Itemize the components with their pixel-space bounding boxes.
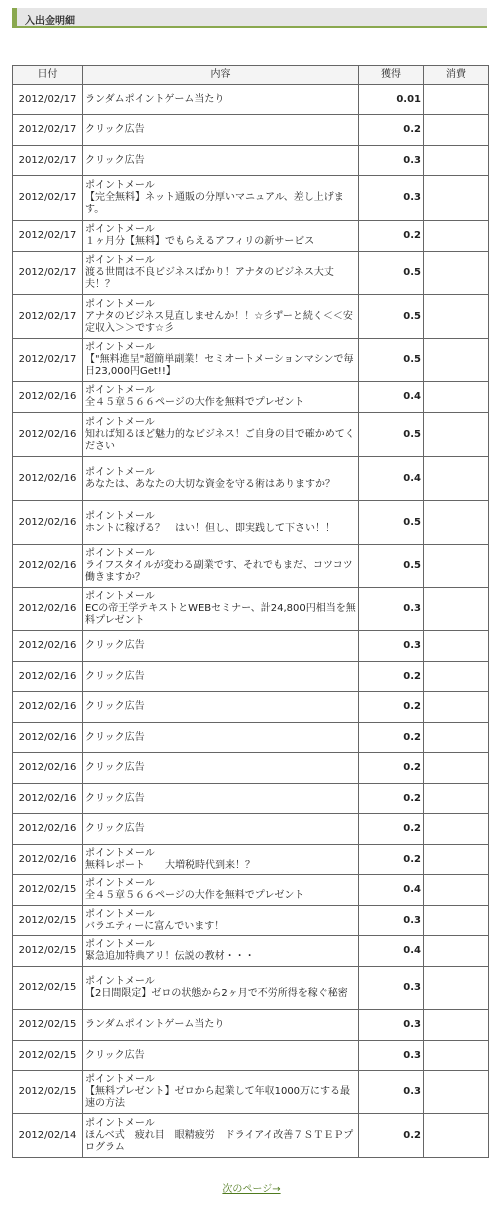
content-cell: ポイントメール 全４５章５６６ページの大作を無料でプレゼント [83,875,359,906]
cost-cell [424,1114,489,1158]
table-row [13,1114,489,1158]
content-cell: ポイントメール アナタのビジネス見直しませんか！！☆彡ずーと続く＜＜安定収入＞＞です☆彡 [83,295,359,339]
date-cell: 2012/02/16 [13,382,83,413]
gain-cell: 0.5 [359,295,424,339]
table-row [13,252,489,295]
gain-cell: 0.5 [359,339,424,382]
table-row [13,295,489,339]
cost-cell [424,413,489,457]
gain-cell: 0.4 [359,457,424,501]
cost-cell [424,692,489,723]
date-cell: 2012/02/17 [13,146,83,176]
table-row [13,967,489,1010]
content-cell: ポイントメール 全４５章５６６ページの大作を無料でプレゼント [83,382,359,413]
column-header-gain: 獲得 [359,66,424,85]
date-cell: 2012/02/16 [13,845,83,875]
table-row [13,501,489,545]
date-cell: 2012/02/15 [13,967,83,1010]
date-cell: 2012/02/15 [13,936,83,967]
content-cell: ポイントメール ライフスタイルが変わる副業です、それでもまだ、コツコツ働きますか？ [83,545,359,588]
gain-cell: 0.2 [359,723,424,753]
column-header-content: 内容 [83,66,359,85]
cost-cell [424,382,489,413]
table-row [13,176,489,221]
cost-cell [424,1010,489,1041]
date-cell: 2012/02/17 [13,221,83,252]
content-cell: ポイントメール 【無料プレゼント】ゼロから起業して年収1000万にする最速の方法 [83,1071,359,1114]
cost-cell [424,339,489,382]
cost-cell [424,545,489,588]
cost-cell [424,588,489,631]
cost-cell [424,875,489,906]
cost-cell [424,845,489,875]
gain-cell: 0.4 [359,936,424,967]
gain-cell: 0.2 [359,1114,424,1158]
content-cell: クリック広告 [83,692,359,723]
content-cell: ポイントメール ECの帝王学テキストとWEBセミナー、計24,800円相当を無料プレゼント [83,588,359,631]
cost-cell [424,1041,489,1071]
date-cell: 2012/02/15 [13,875,83,906]
gain-cell: 0.01 [359,85,424,115]
cost-cell [424,176,489,221]
gain-cell: 0.5 [359,413,424,457]
table-row [13,115,489,146]
gain-cell: 0.2 [359,662,424,692]
content-cell: クリック広告 [83,784,359,814]
gain-cell: 0.2 [359,753,424,784]
content-cell: ポイントメール 【"無料進呈"超簡単副業！セミオートメーションマシンで毎日23,000円Get!!】 [83,339,359,382]
table-row [13,662,489,692]
content-cell: ポイントメール 【完全無料】ネット通販の分厚いマニュアル、差し上げます。 [83,176,359,221]
table-row [13,753,489,784]
table-row [13,382,489,413]
table-row [13,784,489,814]
table-row [13,339,489,382]
table-body [13,85,489,1158]
content-cell: クリック広告 [83,631,359,662]
cost-cell [424,906,489,936]
content-cell: クリック広告 [83,814,359,845]
table-row [13,1010,489,1041]
content-cell: クリック広告 [83,662,359,692]
cost-cell [424,753,489,784]
date-cell: 2012/02/16 [13,588,83,631]
table-row [13,545,489,588]
table-row [13,1041,489,1071]
cost-cell [424,662,489,692]
transaction-table [12,65,489,1158]
content-cell: ポイントメール １ヶ月分【無料】でもらえるアフィリの新サービス [83,221,359,252]
gain-cell: 0.2 [359,115,424,146]
date-cell: 2012/02/17 [13,115,83,146]
table-row [13,588,489,631]
gain-cell: 0.2 [359,221,424,252]
date-cell: 2012/02/16 [13,631,83,662]
gain-cell: 0.3 [359,176,424,221]
gain-cell: 0.2 [359,692,424,723]
pager [0,1180,503,1195]
content-cell: ポイントメール 【2日間限定】ゼロの状態から2ヶ月で不労所得を稼ぐ秘密 [83,967,359,1010]
table-row [13,875,489,906]
section-title: 入出金明細 [25,16,75,27]
content-cell: クリック広告 [83,723,359,753]
gain-cell: 0.3 [359,906,424,936]
cost-cell [424,723,489,753]
date-cell: 2012/02/16 [13,501,83,545]
date-cell: 2012/02/16 [13,692,83,723]
content-cell: ランダムポイントゲーム当たり [83,85,359,115]
date-cell: 2012/02/17 [13,339,83,382]
date-cell: 2012/02/17 [13,85,83,115]
date-cell: 2012/02/16 [13,545,83,588]
table-row [13,413,489,457]
next-page-link[interactable]: 次のページ→ [222,1184,281,1195]
content-cell: クリック広告 [83,146,359,176]
date-cell: 2012/02/16 [13,457,83,501]
table-row [13,723,489,753]
cost-cell [424,967,489,1010]
table-header-row [13,66,489,85]
gain-cell: 0.5 [359,252,424,295]
cost-cell [424,631,489,662]
gain-cell: 0.2 [359,784,424,814]
date-cell: 2012/02/14 [13,1114,83,1158]
date-cell: 2012/02/16 [13,662,83,692]
cost-cell [424,252,489,295]
date-cell: 2012/02/16 [13,753,83,784]
gain-cell: 0.2 [359,845,424,875]
cost-cell [424,146,489,176]
content-cell: ポイントメール 渡る世間は不良ビジネスばかり！アナタのビジネス大丈夫！？ [83,252,359,295]
content-cell: クリック広告 [83,115,359,146]
section-header [12,8,487,28]
cost-cell [424,1071,489,1114]
table-row [13,631,489,662]
content-cell: ランダムポイントゲーム当たり [83,1010,359,1041]
gain-cell: 0.5 [359,545,424,588]
content-cell: ポイントメール バラエティーに富んでいます！ [83,906,359,936]
table-row [13,936,489,967]
content-cell: ポイントメール ホントに稼げる？ はい！但し、即実践して下さい！！ [83,501,359,545]
content-cell: ポイントメール 無料レポート 大増税時代到来！？ [83,845,359,875]
cost-cell [424,85,489,115]
content-cell: クリック広告 [83,753,359,784]
gain-cell: 0.3 [359,146,424,176]
date-cell: 2012/02/16 [13,814,83,845]
table-row [13,146,489,176]
date-cell: 2012/02/16 [13,784,83,814]
cost-cell [424,115,489,146]
content-cell: ポイントメール 緊急追加特典アリ！伝説の教材・・・ [83,936,359,967]
cost-cell [424,784,489,814]
gain-cell: 0.3 [359,1041,424,1071]
cost-cell [424,501,489,545]
date-cell: 2012/02/16 [13,723,83,753]
date-cell: 2012/02/16 [13,413,83,457]
date-cell: 2012/02/17 [13,252,83,295]
date-cell: 2012/02/15 [13,906,83,936]
gain-cell: 0.2 [359,814,424,845]
column-header-cost: 消費 [424,66,489,85]
table-row [13,692,489,723]
gain-cell: 0.4 [359,875,424,906]
gain-cell: 0.3 [359,1010,424,1041]
table-row [13,814,489,845]
table-row [13,1071,489,1114]
table-row [13,85,489,115]
gain-cell: 0.4 [359,382,424,413]
table-row [13,221,489,252]
date-cell: 2012/02/17 [13,295,83,339]
date-cell: 2012/02/15 [13,1010,83,1041]
date-cell: 2012/02/15 [13,1071,83,1114]
content-cell: クリック広告 [83,1041,359,1071]
table-row [13,457,489,501]
cost-cell [424,457,489,501]
gain-cell: 0.3 [359,1071,424,1114]
date-cell: 2012/02/15 [13,1041,83,1071]
table-row [13,906,489,936]
content-cell: ポイントメール 知れば知るほど魅力的なビジネス！ご自身の目で確かめてください [83,413,359,457]
cost-cell [424,814,489,845]
gain-cell: 0.3 [359,631,424,662]
gain-cell: 0.3 [359,588,424,631]
column-header-date: 日付 [13,66,83,85]
gain-cell: 0.5 [359,501,424,545]
date-cell: 2012/02/17 [13,176,83,221]
gain-cell: 0.3 [359,967,424,1010]
cost-cell [424,221,489,252]
cost-cell [424,936,489,967]
content-cell: ポイントメール ほんべ式 疲れ目 眼精疲労 ドライアイ改善７ＳＴＥＰプログラム [83,1114,359,1158]
content-cell: ポイントメール あなたは、あなたの大切な資金を守る術はありますか？ [83,457,359,501]
table-row [13,845,489,875]
cost-cell [424,295,489,339]
